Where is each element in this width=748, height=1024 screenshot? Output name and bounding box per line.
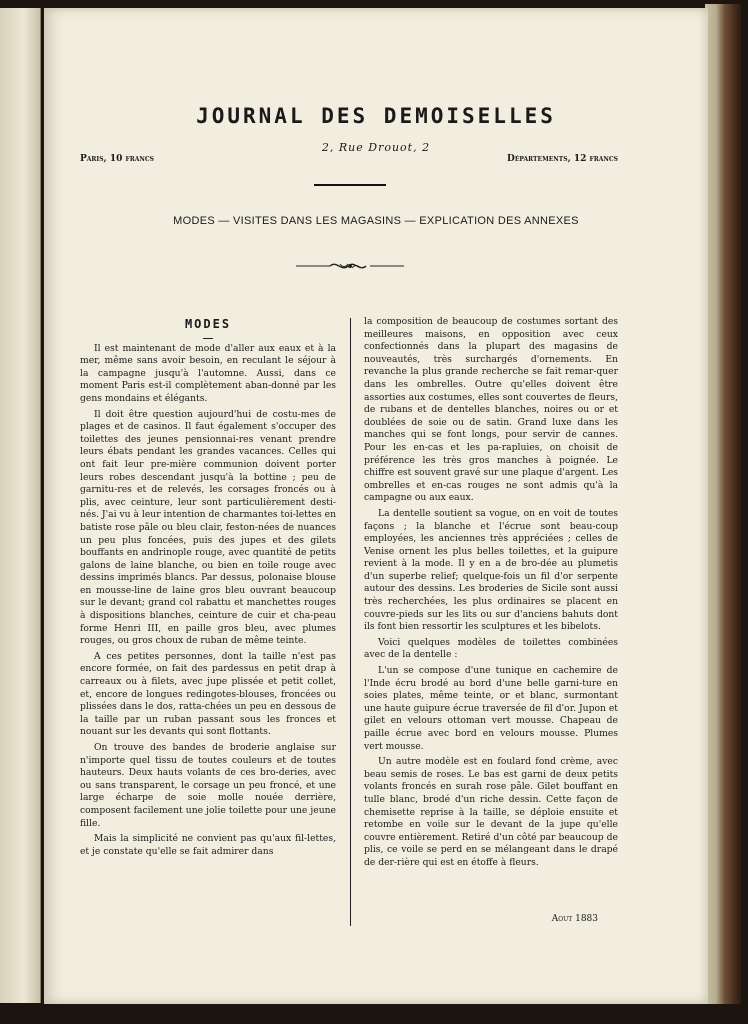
column-divider bbox=[350, 318, 351, 926]
paragraph: la composition de beaucoup de costumes sortant des meilleures maisons, en opposition avec ceux confectionnés dans la plupart des magasins de nouveautés, très surchargés d'ornements. En revanche la plus grande recherche se fait remar-quer dans les ombrelles. Outre qu'elles doivent être assorties aux costumes, elles sont couvertes de fleurs, de rubans et de dentelles blanches, noires ou or et doublées de soie ou de satin. Grand luxe dans les manches qui se font longs, pour servir de cannes. Pour les en-cas et les pa-rapluies, on choisit de préférence les très gros manches à poignée. Le chiffre est souvent gravé sur une plaque d'argent. Les ombrelles et en-cas rouges ne sont admis qu'à la campagne ou aux eaux. bbox=[364, 316, 618, 504]
paragraph: Voici quelques modèles de toilettes combinées avec de la dentelle : bbox=[364, 636, 618, 661]
paragraph: Mais la simplicité ne convient pas qu'aux fil-lettes, et je constate qu'elle se fait admirer dans bbox=[80, 833, 336, 857]
paragraph: L'un se compose d'une tunique en cachemire de l'Inde écru brodé au bord d'une belle garni-ture en soies plates, même teinte, or et blanc, surmontant une haute guipure écrue traversée de fil d'or. Jupon et gilet en velours ottoman vert mousse. Chapeau de paille écrue avec bord en velours mousse. Plumes vert mousse. bbox=[364, 665, 618, 752]
paragraph: Il doit être question aujourd'hui de costu-mes de plages et de casinos. Il faut également s'occuper des toilettes des jeunes pensionnai-res venant prendre leurs ébats pendant les grandes vacances. Celles qui ont fait leur pre-mière communion doivent porter leurs robes descendant jusqu'à la bottine ; peu de garnitu-res et de relevés, les corsages froncés ou à plis, avec ceinture, leur sont particulièrement desti-nés. J'ai vu à leur intention de charmantes toi-lettes en batiste rose pâle ou bleu clair, feston-nées de nuances un peu plus foncées, puis des jupes et des gilets bouffants en andrinople rouge, avec quantité de petits galons de laine blanche, ou bien en toile rouge avec dessins imprimés blancs. Par dessus, polonaise blouse en mousse-line de laine gros bleu ouvrant beaucoup sur le devant; grand col rabattu et manchettes rouges à dispositions blanches, ceinture de cuir et cha-peau forme Henri III, en paille gros bleu, avec plumes rouges, ou gros choux de ruban de même teinte. bbox=[80, 408, 336, 647]
journal-page bbox=[44, 8, 708, 1004]
paragraph: Un autre modèle est en foulard fond crème, avec beau semis de roses. Le bas est garni de deux petits volants froncés en surah rose pâle. Gilet bouffant en tulle blanc, brodé d'un riche dessin. Cette façon de chemisette reprise à la taille, se déploie ensuite et retombe en voile sur le devant de la jupe qu'elle couvre entièrement. Retiré d'un côté par beaucoup de plis, ce voile se perd en se mélangeant dans le drapé de der-rière qui est en étoffe à fleurs. bbox=[364, 756, 618, 868]
paragraph: On trouve des bandes de broderie anglaise sur n'importe quel tissu de toutes couleurs et de toutes hauteurs. Deux hauts volants de ces bro-deries, avec ou sans transparent, le corsage un peu froncé, et une large écharpe de soie molle nouée derrière, composent facilement une jolie toilette pour une jeune fille. bbox=[80, 742, 336, 829]
title-rule bbox=[314, 184, 386, 186]
paragraph: La dentelle soutient sa vogue, on en voit de toutes façons ; la blanche et l'écrue sont beau-coup employées, les anciennes très appréciées ; celles de Venise ornent les plus belles toilettes, et la guipure revient à la mode. Il y en a de bro-dée au plumetis d'un superbe relief; quelque-fois un fil d'or serpente autour des dessins. Les broderies de Sicile sont aussi très recherchées, les plus ordinaires se placent en couvre-pieds sur les lits ou sur d'anciens bahuts dont ils font bien ressortir les sculptures et les bibelots. bbox=[364, 507, 618, 633]
sections-line: MODES — VISITES DANS LES MAGASINS — EXPLICATION DES ANNEXES bbox=[173, 215, 579, 227]
article-heading: MODES bbox=[184, 317, 232, 331]
ornament-divider-icon bbox=[296, 260, 404, 272]
price-paris: Paris, 10 francs bbox=[80, 154, 154, 164]
book-binding-edge bbox=[705, 4, 741, 1004]
journal-address: 2, Rue Drouot, 2 bbox=[321, 141, 431, 154]
issue-date: Aout 1883 bbox=[551, 914, 598, 924]
price-departements: Départements, 12 francs bbox=[507, 154, 618, 164]
left-column bbox=[80, 318, 336, 861]
paragraph: A ces petites personnes, dont la taille n'est pas encore formée, on fait des pardessus en petit drap à carreaux ou à filets, avec jupe plissée et petit collet, et, encore de longues redingotes-blouses, froncées ou plissées dans le dos, ratta-chées un peu en dessous de la taille par un ruban passant sous les fronces et nouant sur les devants qui sont flottants. bbox=[80, 650, 336, 738]
left-page-edge bbox=[0, 8, 41, 1003]
right-column bbox=[364, 316, 618, 873]
heading-dash bbox=[80, 333, 336, 341]
journal-title: JOURNAL DES DEMOISELLES bbox=[196, 104, 556, 128]
paragraph: Il est maintenant de mode d'aller aux eaux et à la mer, même sans avoir besoin, en reculant le séjour à la campagne jusqu'à l'automne. Aussi, dans ce moment Paris est-il complètement aban-donné par les gens mondains et élégants. bbox=[80, 342, 336, 404]
